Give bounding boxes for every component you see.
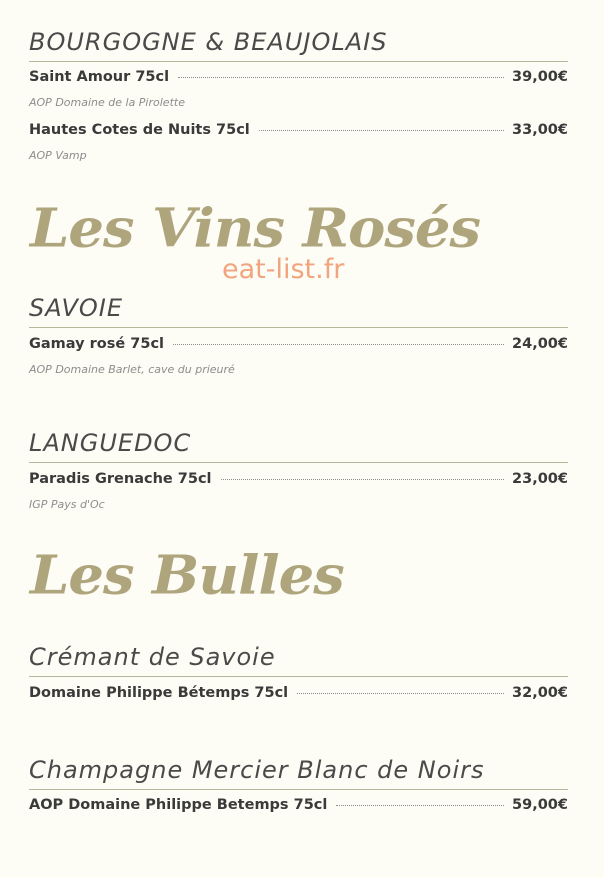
section-title-cremant (29, 643, 568, 671)
section-divider (29, 789, 568, 790)
item-description: AOP Vamp (29, 149, 87, 162)
dotted-leader (297, 693, 504, 694)
item-price: 39,00€ (512, 69, 568, 85)
dotted-leader (336, 805, 504, 806)
section-divider (29, 61, 568, 62)
section-divider (29, 676, 568, 677)
item-name: Hautes Cotes de Nuits 75cl (29, 122, 250, 138)
section-divider (29, 462, 568, 463)
watermark: eat-list.fr (222, 254, 345, 285)
menu-item-paradis-grenache (29, 471, 568, 491)
section-title-text: LANGUEDOC (29, 429, 192, 457)
item-price: 59,00€ (512, 797, 568, 813)
section-title-savoie (29, 294, 568, 322)
item-price: 33,00€ (512, 122, 568, 138)
item-name: Paradis Grenache 75cl (29, 471, 212, 487)
item-price: 24,00€ (512, 336, 568, 352)
menu-item-hautes-cotes (29, 122, 568, 142)
section-title-languedoc (29, 429, 568, 457)
menu-item-saint-amour (29, 69, 568, 89)
item-name: Domaine Philippe Bétemps 75cl (29, 685, 289, 701)
item-name: Gamay rosé 75cl (29, 336, 165, 352)
item-name: Saint Amour 75cl (29, 69, 170, 85)
section-title-text: SAVOIE (29, 294, 124, 322)
dotted-leader (221, 479, 505, 480)
menu-item-champagne-betemps (29, 797, 568, 817)
section-title-text: Crémant de Savoie (29, 643, 276, 671)
item-name: AOP Domaine Philippe Betemps 75cl (29, 797, 328, 813)
heading-les-bulles: Les Bulles (30, 544, 344, 607)
section-title-text: BOURGOGNE & BEAUJOLAIS (29, 28, 388, 56)
item-description: AOP Domaine de la Pirolette (29, 96, 185, 109)
section-divider (29, 327, 568, 328)
item-description: AOP Domaine Barlet, cave du prieuré (29, 363, 235, 376)
section-title-champagne (29, 756, 568, 784)
dotted-leader (178, 77, 504, 78)
dotted-leader (259, 130, 504, 131)
item-price: 23,00€ (512, 471, 568, 487)
dotted-leader (173, 344, 504, 345)
section-title-bourgogne (29, 28, 568, 56)
heading-les-vins-roses: Les Vins Rosés (30, 197, 481, 260)
item-price: 32,00€ (512, 685, 568, 701)
menu-item-gamay-rose (29, 336, 568, 356)
section-title-text: Champagne Mercier Blanc de Noirs (29, 756, 485, 784)
item-description: IGP Pays d'Oc (29, 498, 105, 511)
menu-item-cremant-betemps (29, 685, 568, 705)
